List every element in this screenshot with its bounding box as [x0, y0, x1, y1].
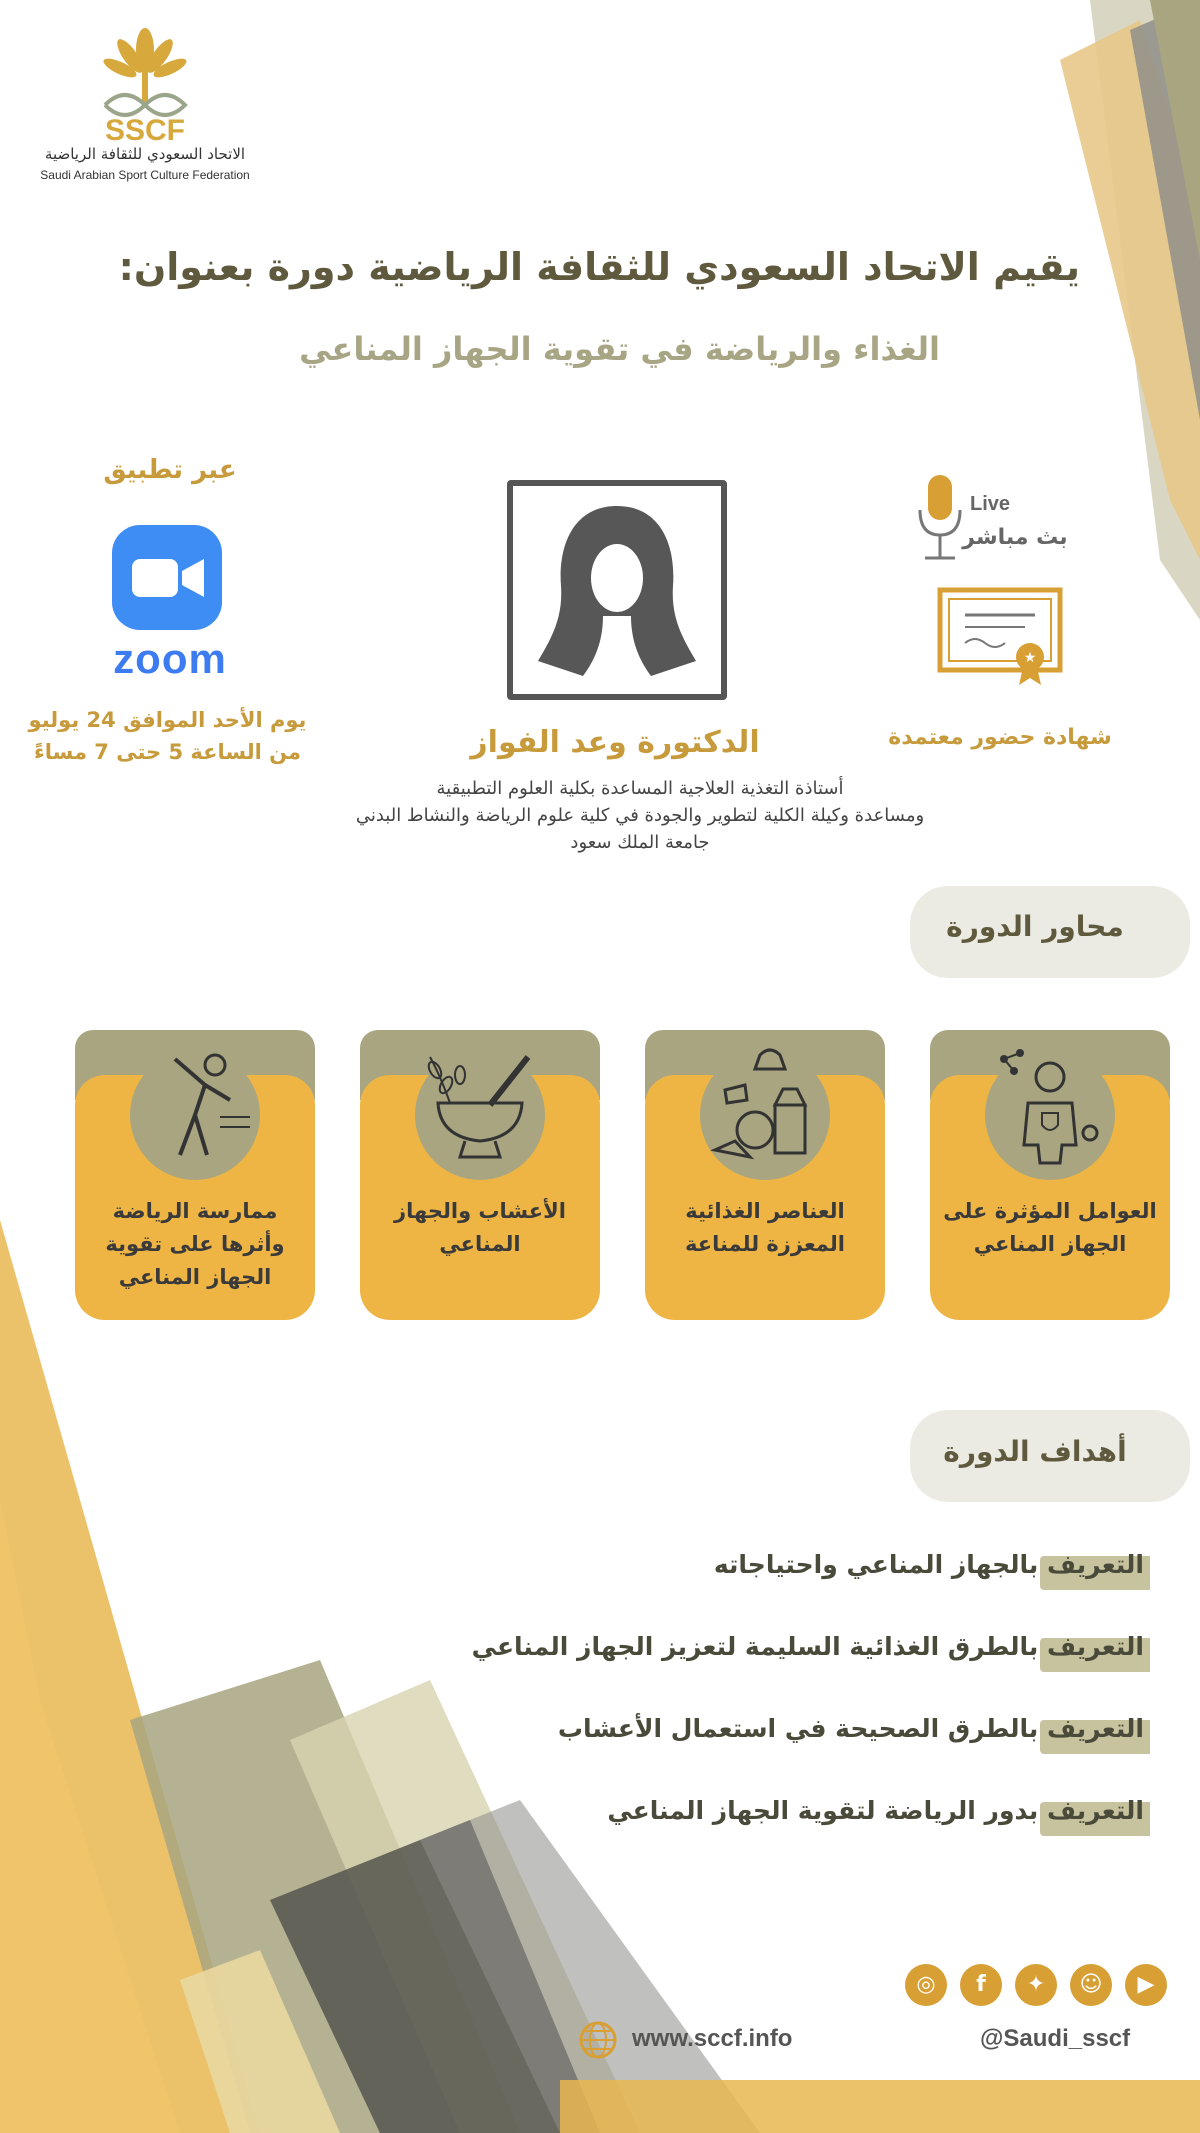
- section-title-axes: محاور الدورة: [946, 910, 1124, 943]
- speaker-bio: [300, 775, 980, 856]
- via-app-label: عبر تطبيق: [103, 455, 237, 485]
- exercise-icon: [135, 1045, 255, 1165]
- axis-card: [75, 1030, 315, 1320]
- axis-card-label: ممارسة الرياضة وأثرها على تقوية الجهاز المناعي: [105, 1199, 285, 1289]
- food-icon: [705, 1045, 825, 1165]
- event-time: من الساعة 5 حتى 7 مساءً: [33, 740, 302, 764]
- goal-text: التعريف بالطرق الصحيحة في استعمال الأعشاب: [557, 1714, 1144, 1743]
- website-link[interactable]: www.sccf.info: [632, 2025, 793, 2052]
- axis-card-label: العناصر الغذائية المعززة للمناعة: [685, 1199, 845, 1256]
- goal-item: [390, 1632, 1150, 1672]
- certificate-icon: [935, 585, 1065, 690]
- bio-line: جامعة الملك سعود: [570, 832, 710, 853]
- social-handle[interactable]: @Saudi_sscf: [980, 2025, 1131, 2052]
- axis-card-label: الأعشاب والجهاز المناعي: [394, 1199, 566, 1256]
- axis-card: [930, 1030, 1170, 1320]
- twitter-icon[interactable]: ✦: [1015, 1964, 1057, 2006]
- bio-line: أستاذة التغذية العلاجية المساعدة بكلية العلوم التطبيقية: [436, 778, 844, 799]
- logo-abbr: SSCF: [104, 114, 186, 147]
- svg-text:★: ★: [1023, 650, 1037, 666]
- youtube-icon[interactable]: ▶: [1125, 1964, 1167, 2006]
- goal-text: التعريف بدور الرياضة لتقوية الجهاز المناعي: [607, 1796, 1144, 1825]
- event-date: يوم الأحد الموافق 24 يوليو: [28, 708, 307, 732]
- bio-line: ومساعدة وكيلة الكلية لتطوير والجودة في كلية علوم الرياضة والنشاط البدني: [355, 805, 925, 826]
- speaker-avatar: [507, 480, 727, 700]
- snapchat-icon[interactable]: ☺: [1070, 1964, 1112, 2006]
- logo-name-en: Saudi Arabian Sport Culture Federation: [40, 168, 250, 182]
- axis-card: [645, 1030, 885, 1320]
- facebook-icon[interactable]: f: [960, 1964, 1002, 2006]
- goal-item: [390, 1796, 1150, 1836]
- globe-icon: [578, 2020, 618, 2060]
- goal-item: [390, 1550, 1150, 1590]
- page-title: يقيم الاتحاد السعودي للثقافة الرياضية دورة بعنوان:: [118, 245, 1080, 289]
- live-label-ar: بث مباشر: [962, 525, 1068, 550]
- immune-person-icon: [990, 1045, 1110, 1165]
- live-label-en: Live: [970, 493, 1011, 515]
- axis-card-label: العوامل المؤثرة على الجهاز المناعي: [943, 1199, 1157, 1256]
- microphone-icon: [910, 470, 970, 570]
- sscf-logo: [30, 20, 260, 190]
- speaker-name: الدكتورة وعد الفواز: [470, 725, 760, 760]
- section-title-goals: أهداف الدورة: [943, 1435, 1127, 1468]
- axis-card: [360, 1030, 600, 1320]
- zoom-wordmark: zoom: [113, 635, 227, 682]
- hijab-woman-icon: [513, 486, 721, 694]
- certificate-label: شهادة حضور معتمدة: [888, 725, 1112, 750]
- instagram-icon[interactable]: ◎: [905, 1964, 947, 2006]
- goal-item: [390, 1714, 1150, 1754]
- herbs-mortar-icon: [420, 1045, 540, 1165]
- zoom-icon: [112, 525, 222, 630]
- goal-text: التعريف بالجهاز المناعي واحتياجاته: [713, 1550, 1144, 1579]
- goal-text: التعريف بالطرق الغذائية السليمة لتعزيز الجهاز المناعي: [471, 1632, 1144, 1661]
- logo-name-ar: الاتحاد السعودي للثقافة الرياضية: [44, 145, 246, 163]
- course-title: الغذاء والرياضة في تقوية الجهاز المناعي: [299, 330, 940, 368]
